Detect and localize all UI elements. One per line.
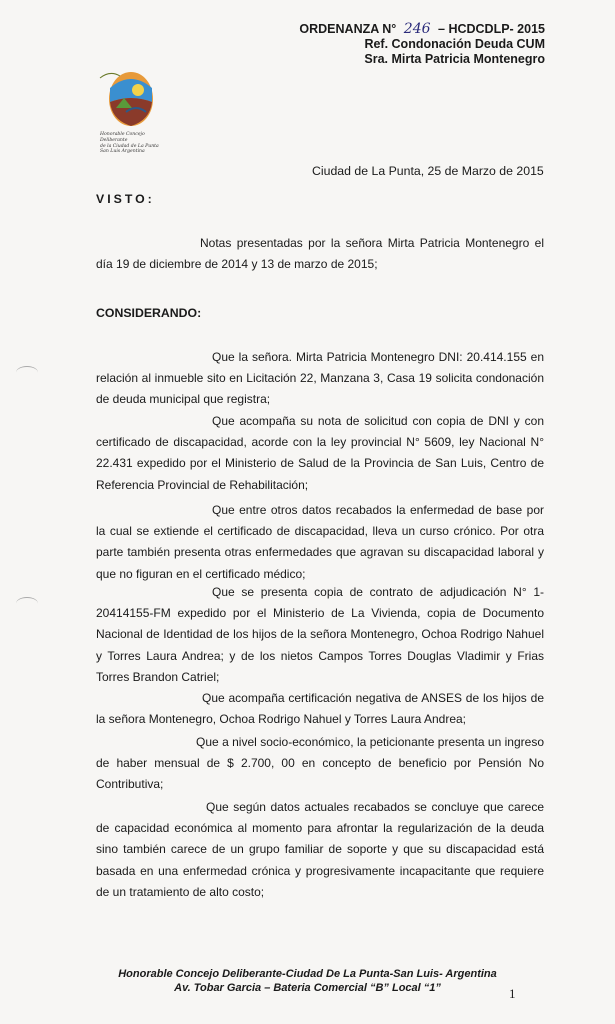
- footer-address: Av. Tobar Garcia – Bateria Comercial “B” Local “1”: [174, 982, 441, 994]
- punch-hole-mark: [16, 597, 38, 610]
- considerando-paragraph: Que a nivel socio-económico, la peticionante presenta un ingreso de haber mensual de $ 2.700, 00 en concepto de beneficio por Pensión No Contributiva;: [96, 735, 544, 792]
- punch-hole-mark: [16, 366, 38, 379]
- ordinance-reference: Ref. Condonación Deuda CUM: [364, 37, 545, 51]
- seal-caption-line: Honorable Concejo Deliberante: [100, 132, 145, 143]
- visto-heading: VISTO:: [96, 192, 155, 206]
- considerando-paragraph: Que según datos actuales recabados se concluye que carece de capacidad económica al momento para afrontar la regularización de la deuda sino también carece de un grupo familiar de soporte y que su discapacidad está basada en una enfermedad crónica y progresivamente incapacitante que requiere de un tratamiento de alto costo;: [96, 800, 544, 899]
- ordinance-prefix: ORDENANZA N°: [299, 22, 397, 36]
- ordinance-suffix: – HCDCDLP- 2015: [438, 22, 545, 36]
- seal-caption-line: de la Ciudad de La Punta: [100, 143, 159, 149]
- ordinance-number-line: [299, 22, 545, 37]
- considerando-paragraph: Que se presenta copia de contrato de adjudicación N° 1-20414155-FM expedido por el Ministerio de La Vivienda, copia de Documento Nacional de Identidad de los hijos de la señora Montenegro, Ochoa Rodrigo Nahuel y Torres Laura Andrea; y de los nietos Campos Torres Douglas Vladimir y Frias Torres Brandon Catriel;: [96, 585, 544, 684]
- considerando-paragraph: Que la señora. Mirta Patricia Montenegro DNI: 20.414.155 en relación al inmueble sito en Licitación 22, Manzana 3, Casa 19 solicita condonación de deuda municipal que registra;: [96, 350, 544, 407]
- place-date-line: Ciudad de La Punta, 25 de Marzo de 2015: [312, 164, 544, 178]
- footer-institution: Honorable Concejo Deliberante-Ciudad De La Punta-San Luis- Argentina: [118, 968, 497, 980]
- ordinance-subject-name: Sra. Mirta Patricia Montenegro: [364, 52, 545, 66]
- ordinance-number-handwritten: 246: [403, 21, 431, 37]
- considerando-paragraph: Que acompaña certificación negativa de ANSES de los hijos de la señora Montenegro, Ochoa Rodrigo Nahuel y Torres Laura Andrea;: [96, 691, 544, 727]
- considerando-paragraph: Que acompaña su nota de solicitud con copia de DNI y con certificado de discapacidad, acorde con la ley provincial N° 5609, ley Nacional N° 22.431 expedido por el Ministerio de Salud de la Provincia de San Luis, Centro de Referencia Provincial de Rehabilitación;: [96, 414, 544, 492]
- considerando-heading: CONSIDERANDO:: [96, 306, 202, 320]
- ordinance-header: [299, 22, 545, 67]
- visto-paragraph: Notas presentadas por la señora Mirta Patricia Montenegro el día 19 de diciembre de 2014 y 13 de marzo de 2015;: [96, 236, 544, 272]
- considerando-paragraph: Que entre otros datos recabados la enfermedad de base por la cual se extiende el certificado de discapacidad, lleva un curso crónico. Por otra parte también presenta otras enfermedades que agravan su discapacidad laboral y que no figuran en el certificado médico;: [96, 503, 544, 581]
- seal-caption: [100, 132, 170, 155]
- page-number: 1: [509, 986, 516, 1001]
- seal-caption-line: San Luis Argentina: [100, 149, 145, 155]
